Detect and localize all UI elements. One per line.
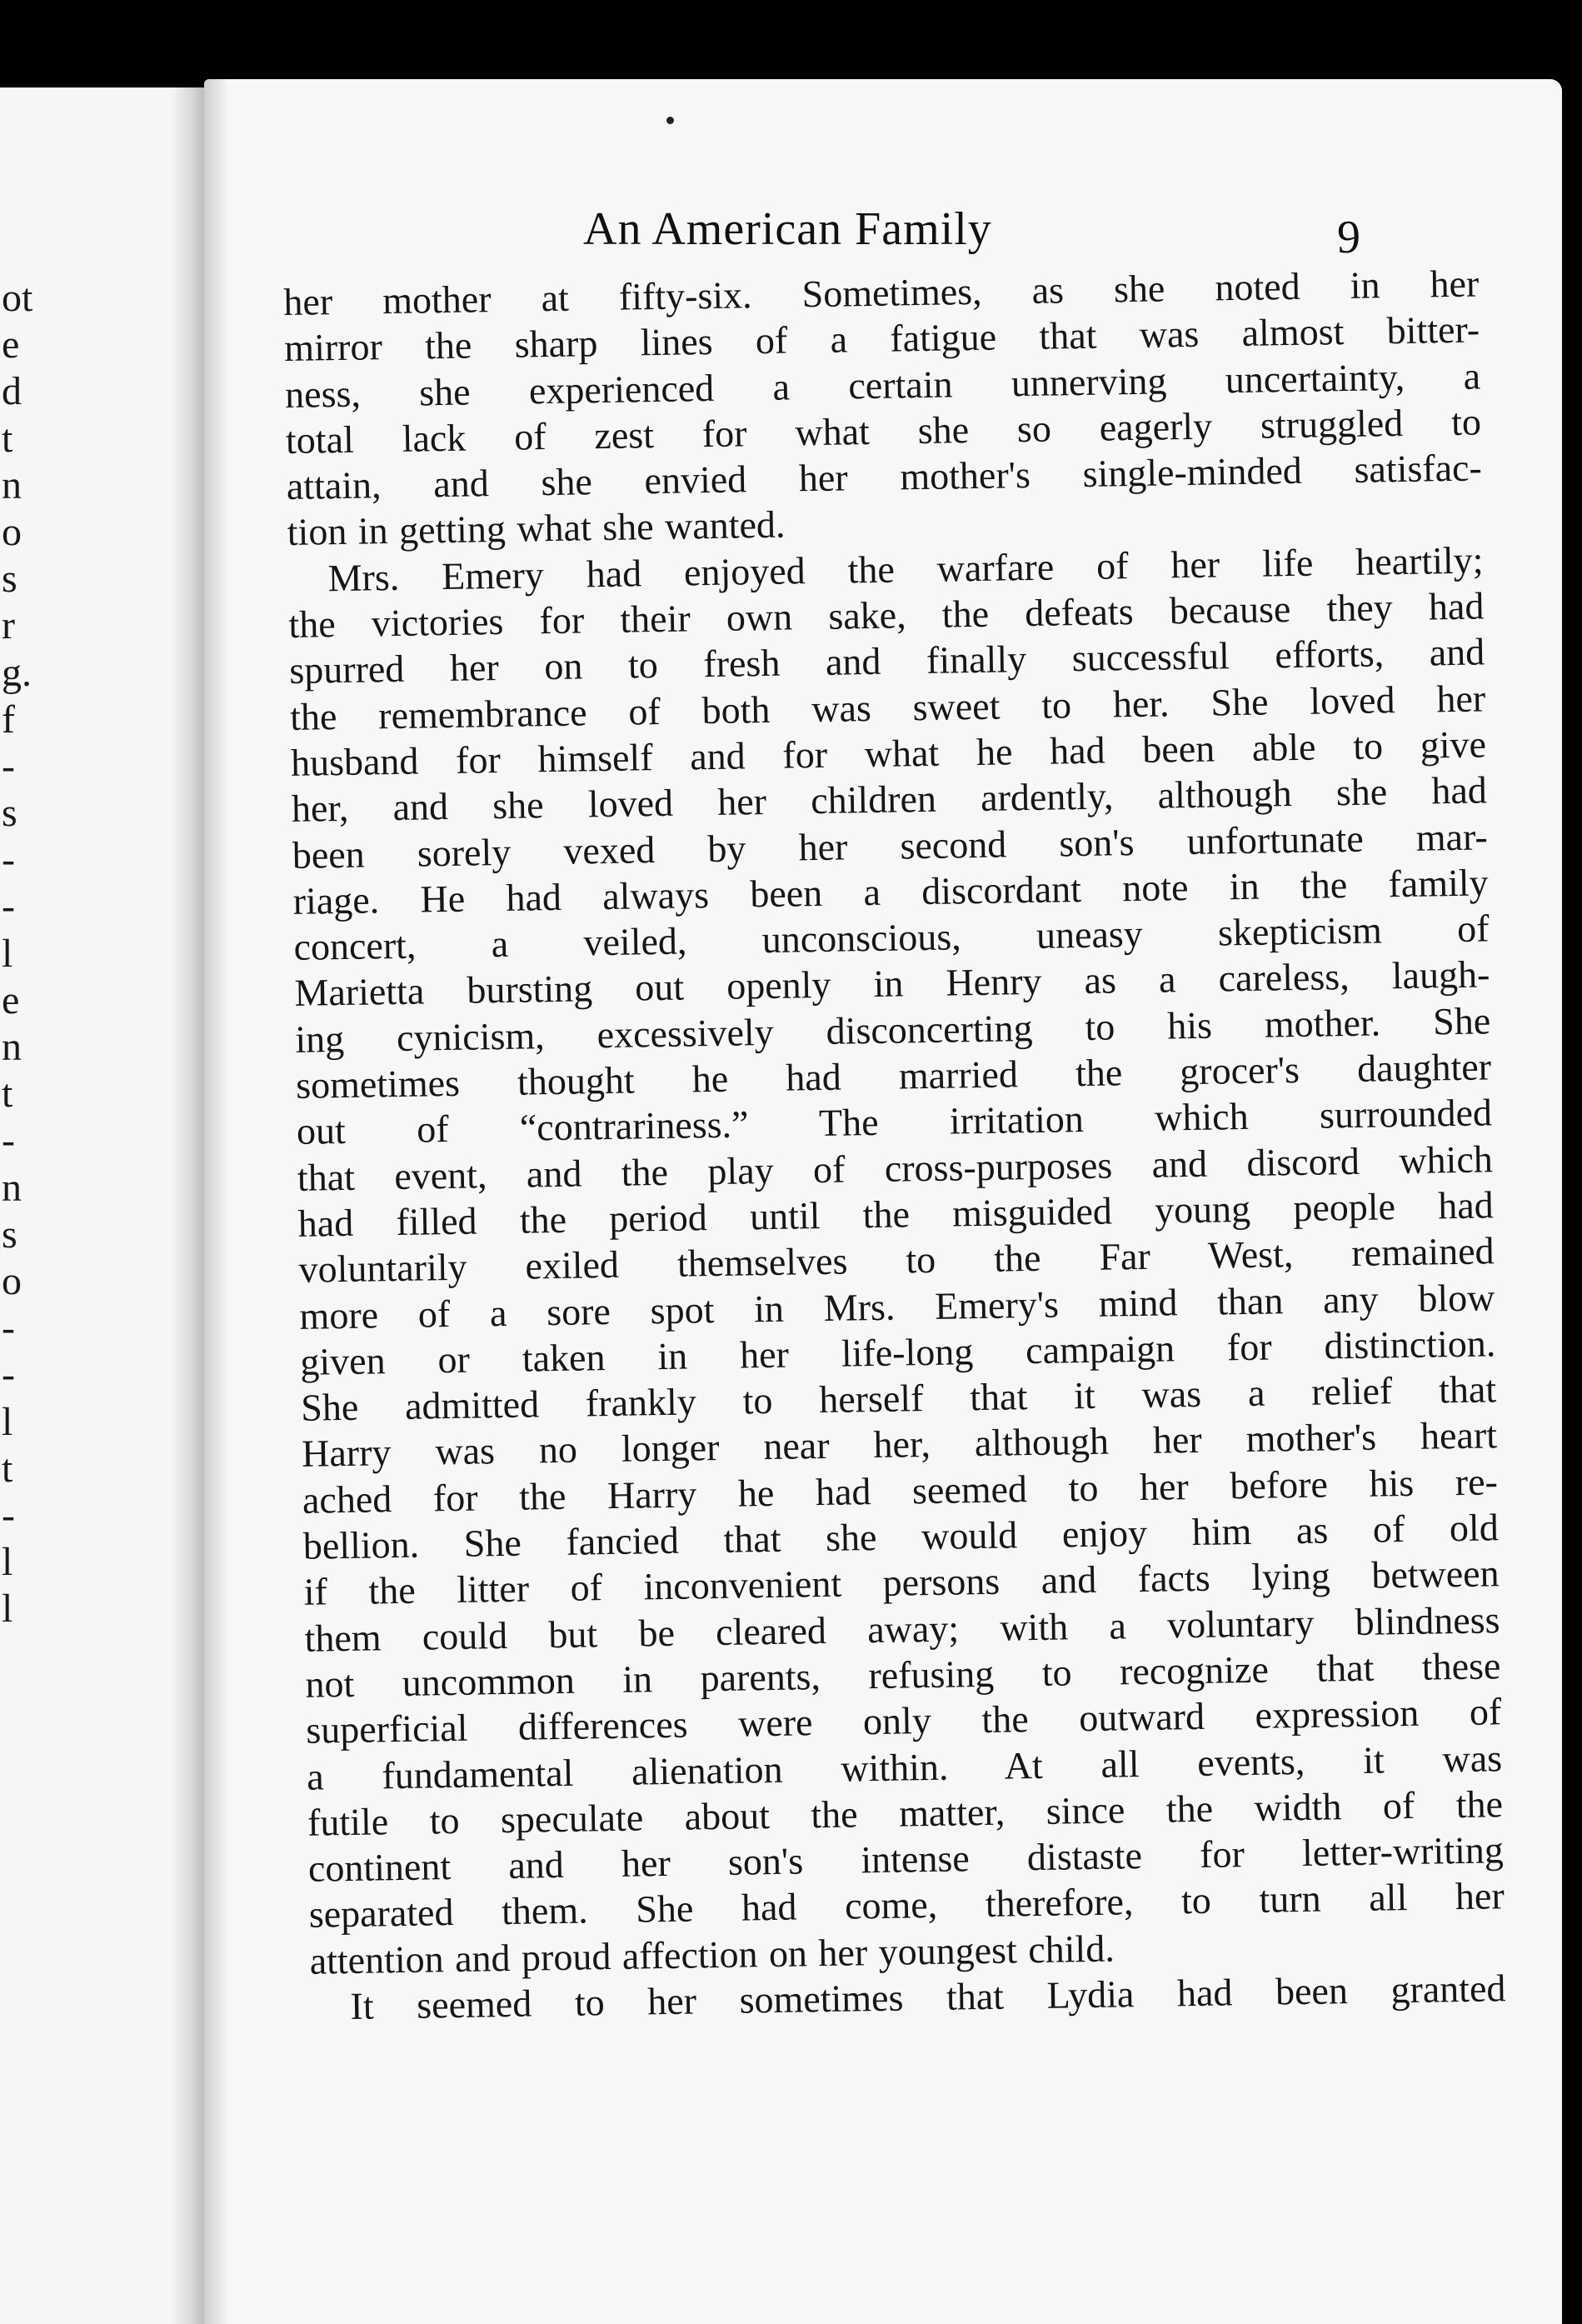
text-line: ness, she experienced a certain unnerving uncertainty, a xyxy=(284,354,1481,416)
text-line: not uncommon in parents, refusing to recognize that these xyxy=(305,1644,1501,1706)
text-line: riage. He had always been a discordant note in the family xyxy=(292,861,1489,922)
text-line: futile to speculate about the matter, since the width of the xyxy=(307,1782,1504,1844)
text-line: voluntarily exiled themselves to the Far West, remained xyxy=(298,1229,1495,1292)
text-line: husband for himself and for what he had been able to give xyxy=(290,722,1487,784)
text-line: been sorely vexed by her second son's unfortunate mar- xyxy=(292,814,1489,877)
previous-page-line-fragment: - xyxy=(2,837,15,882)
text-line: if the litter of inconvenient persons and facts lying between xyxy=(303,1552,1500,1614)
text-line: given or taken in her life-long campaign for distinction. xyxy=(300,1322,1496,1383)
text-line: her, and she loved her children ardently, although she had xyxy=(291,768,1488,831)
page-gutter xyxy=(171,87,204,2324)
previous-page-line-fragment: n xyxy=(2,1025,22,1069)
previous-page-line-fragment: g. xyxy=(2,650,32,695)
previous-page-line-fragment: - xyxy=(2,1352,15,1397)
text-line: superficial differences were only the outward expression of xyxy=(305,1690,1502,1752)
previous-page-line-fragment: l xyxy=(2,1540,13,1585)
previous-page-line-fragment: o xyxy=(2,509,22,554)
text-line: bellion. She fancied that she would enjoy him as of old xyxy=(302,1506,1500,1567)
text-line: mirror the sharp lines of a fatigue that was almost bitter- xyxy=(283,307,1480,370)
previous-page-text-fragments xyxy=(0,275,33,1632)
text-line: Harry was no longer near her, although her mother's heart xyxy=(301,1413,1498,1476)
text-line: spurred her on to fresh and finally successful efforts, and xyxy=(288,630,1485,692)
running-head-title: An American Family xyxy=(583,203,992,255)
previous-page-line-fragment: e xyxy=(2,322,20,367)
text-line: out of “contrariness.” The irritation which surrounded xyxy=(296,1091,1493,1153)
book-page xyxy=(204,79,1562,2324)
previous-page-edge xyxy=(0,87,204,2324)
previous-page-line-fragment: - xyxy=(2,1306,15,1351)
text-line: total lack of zest for what she so eagerly struggled to xyxy=(285,400,1482,462)
text-line: attention and proud affection on her youngest child. xyxy=(309,1927,1115,1982)
text-line: ached for the Harry he had seemed to her before his re- xyxy=(302,1460,1499,1522)
text-line: had filled the period until the misguided young people had xyxy=(297,1183,1495,1245)
previous-page-line-fragment: l xyxy=(2,1399,13,1444)
text-line: separated them. She had come, therefore, to turn all her xyxy=(308,1874,1505,1937)
previous-page-line-fragment: l xyxy=(2,931,13,976)
previous-page-line-fragment: ot xyxy=(2,276,33,320)
previous-page-line-fragment: d xyxy=(2,369,22,414)
text-line: continent and her son's intense distaste for letter-writing xyxy=(307,1828,1505,1890)
previous-page-line-fragment: r xyxy=(2,603,15,648)
text-line: attain, and she envied her mother's single-minded satisfac- xyxy=(286,446,1483,508)
previous-page-line-fragment: - xyxy=(2,1492,15,1537)
text-line: She admitted frankly to herself that it was a relief that xyxy=(300,1367,1497,1429)
previous-page-line-fragment: t xyxy=(2,416,13,461)
text-line: a fundamental alienation within. At all events, it was xyxy=(306,1736,1503,1798)
text-line: the remembrance of both was sweet to her. She loved her xyxy=(289,677,1486,738)
previous-page-line-fragment: - xyxy=(2,743,15,788)
previous-page-line-fragment: - xyxy=(2,884,15,929)
previous-page-line-fragment: o xyxy=(2,1258,22,1303)
text-line: that event, and the play of cross-purposes and discord which xyxy=(297,1137,1494,1199)
previous-page-line-fragment: s xyxy=(2,791,17,836)
text-line: them could but be cleared away; with a voluntary blindness xyxy=(304,1597,1500,1660)
previous-page-line-fragment: t xyxy=(2,1446,13,1491)
text-line: Marietta bursting out openly in Henry as a careless, laugh- xyxy=(294,952,1490,1015)
text-line: Mrs. Emery had enjoyed the warfare of her life heartily; xyxy=(327,538,1484,599)
previous-page-line-fragment: n xyxy=(2,1165,22,1210)
previous-page-line-fragment: - xyxy=(2,1118,15,1163)
text-line: the victories for their own sake, the defeats because they had xyxy=(288,584,1485,647)
scan-speck xyxy=(666,117,674,124)
previous-page-line-fragment: s xyxy=(2,1212,17,1257)
previous-page-line-fragment: s xyxy=(2,557,17,602)
previous-page-line-fragment: f xyxy=(2,697,15,742)
text-line: her mother at fifty-six. Sometimes, as she noted in her xyxy=(283,262,1480,323)
text-line: ing cynicism, excessively disconcerting to his mother. She xyxy=(294,999,1491,1061)
text-line: more of a sore spot in Mrs. Emery's mind than any blow xyxy=(299,1275,1495,1337)
previous-page-line-fragment: e xyxy=(2,977,20,1022)
text-line: It seemed to her sometimes that Lydia had been granted xyxy=(350,1967,1506,2027)
text-line: concert, a veiled, unconscious, uneasy skepticism of xyxy=(293,907,1490,969)
page-number: 9 xyxy=(1337,212,1361,263)
previous-page-line-fragment: n xyxy=(2,462,22,507)
previous-page-line-fragment: t xyxy=(2,1072,13,1117)
text-line: sometimes thought he had married the grocer's daughter xyxy=(295,1045,1492,1107)
body-text xyxy=(283,260,1506,2030)
previous-page-line-fragment: l xyxy=(2,1587,13,1632)
text-line: tion in getting what she wanted. xyxy=(287,503,786,554)
